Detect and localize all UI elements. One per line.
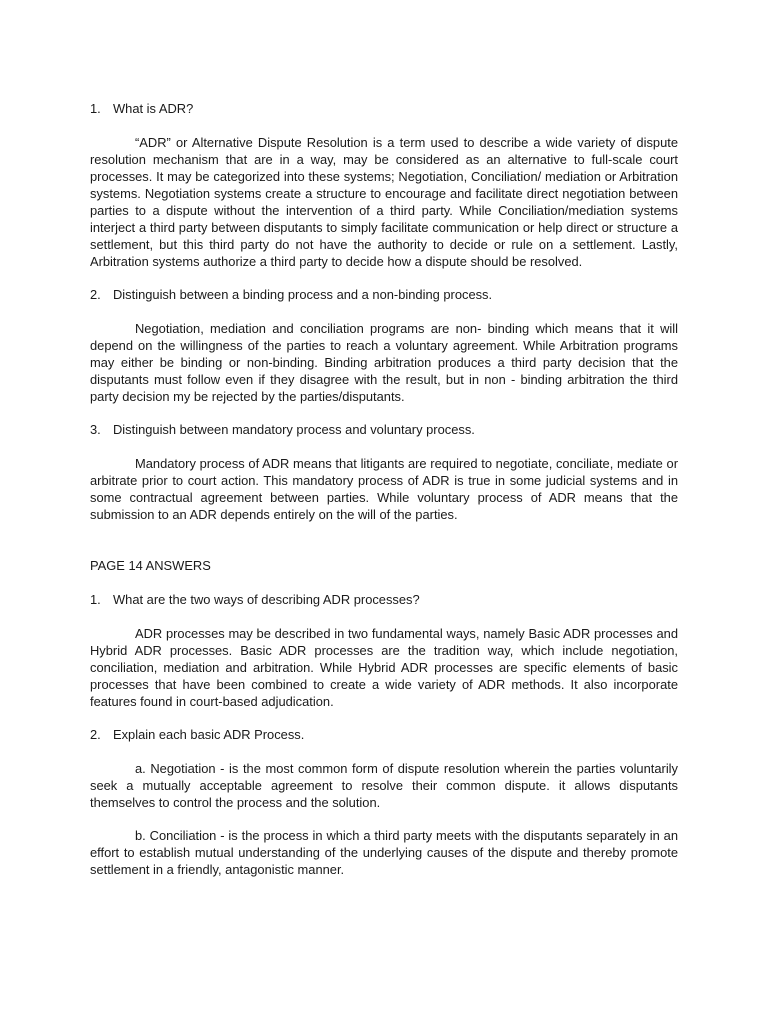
answer-paragraph: “ADR” or Alternative Dispute Resolution is a term used to describe a wide variety of dispute resolution mechanism that are in a way, may be considered as an alternative to full-scale court processes. It may be categorized into these systems; Negotiation, Conciliation/ mediation or Arbitration systems. Negotiation systems create a structure to encourage and facilitate direct negotiation between parties to a dispute without the intervention of a third party. While Conciliation/mediation systems interject a third party between disputants to simply facilitate communication or help direct or structure a settlement, but this third party do not have the authority to decide or rule on a settlement. Lastly, Arbitration systems authorize a third party to decide how a dispute should be resolved. [90, 135, 678, 269]
question-1 [90, 100, 678, 117]
answer-paragraph-negotiation: a. Negotiation - is the most common form of dispute resolution wherein the parties voluntarily seek a mutually acceptable agreement to resolve their common dispute. it allows disputants themselves to control the process and the solution. [90, 761, 678, 810]
question-number: 2. [90, 727, 101, 742]
question-text: Distinguish between a binding process and a non-binding process. [113, 287, 493, 302]
question-text: What is ADR? [113, 101, 194, 116]
answer-paragraph: Negotiation, mediation and conciliation programs are non- binding which means that it will depend on the willingness of the parties to reach a voluntary agreement. While Arbitration programs may either be binding or non-binding. Binding arbitration produces a third party decision that the disputants must follow even if they disagree with the result, but in non - binding arbitration the third party decision my be rejected by the parties/disputants. [90, 321, 678, 404]
question-text: What are the two ways of describing ADR processes? [113, 592, 420, 607]
answer-paragraph: ADR processes may be described in two fundamental ways, namely Basic ADR processes and Hybrid ADR processes. Basic ADR processes are the tradition way, which include negotiation, conciliation, mediation and arbitration. While Hybrid ADR processes are specific elements of basic processes that have been combined to create a wide variety of ADR methods. It also incorporate features found in court-based adjudication. [90, 626, 678, 709]
question-number: 1. [90, 101, 101, 116]
page14-question-2 [90, 726, 678, 743]
question-3 [90, 421, 678, 438]
section-heading: PAGE 14 ANSWERS [90, 558, 211, 573]
question-text: Distinguish between mandatory process and voluntary process. [113, 422, 475, 437]
question-number: 2. [90, 287, 101, 302]
question-number: 3. [90, 422, 101, 437]
question-text: Explain each basic ADR Process. [113, 727, 305, 742]
page14-question-1 [90, 591, 678, 608]
question-2 [90, 286, 678, 303]
document-page [90, 100, 678, 878]
question-number: 1. [90, 592, 101, 607]
answer-paragraph-conciliation: b. Conciliation - is the process in which a third party meets with the disputants separately in an effort to establish mutual understanding of the underlying causes of the dispute and thereby promote settlement in a friendly, antagonistic manner. [90, 828, 678, 877]
answer-paragraph: Mandatory process of ADR means that litigants are required to negotiate, conciliate, mediate or arbitrate prior to court action. This mandatory process of ADR is true in some judicial systems and in some contractual agreement between parties. While voluntary process of ADR means that the submission to an ADR depends entirely on the will of the parties. [90, 456, 678, 522]
